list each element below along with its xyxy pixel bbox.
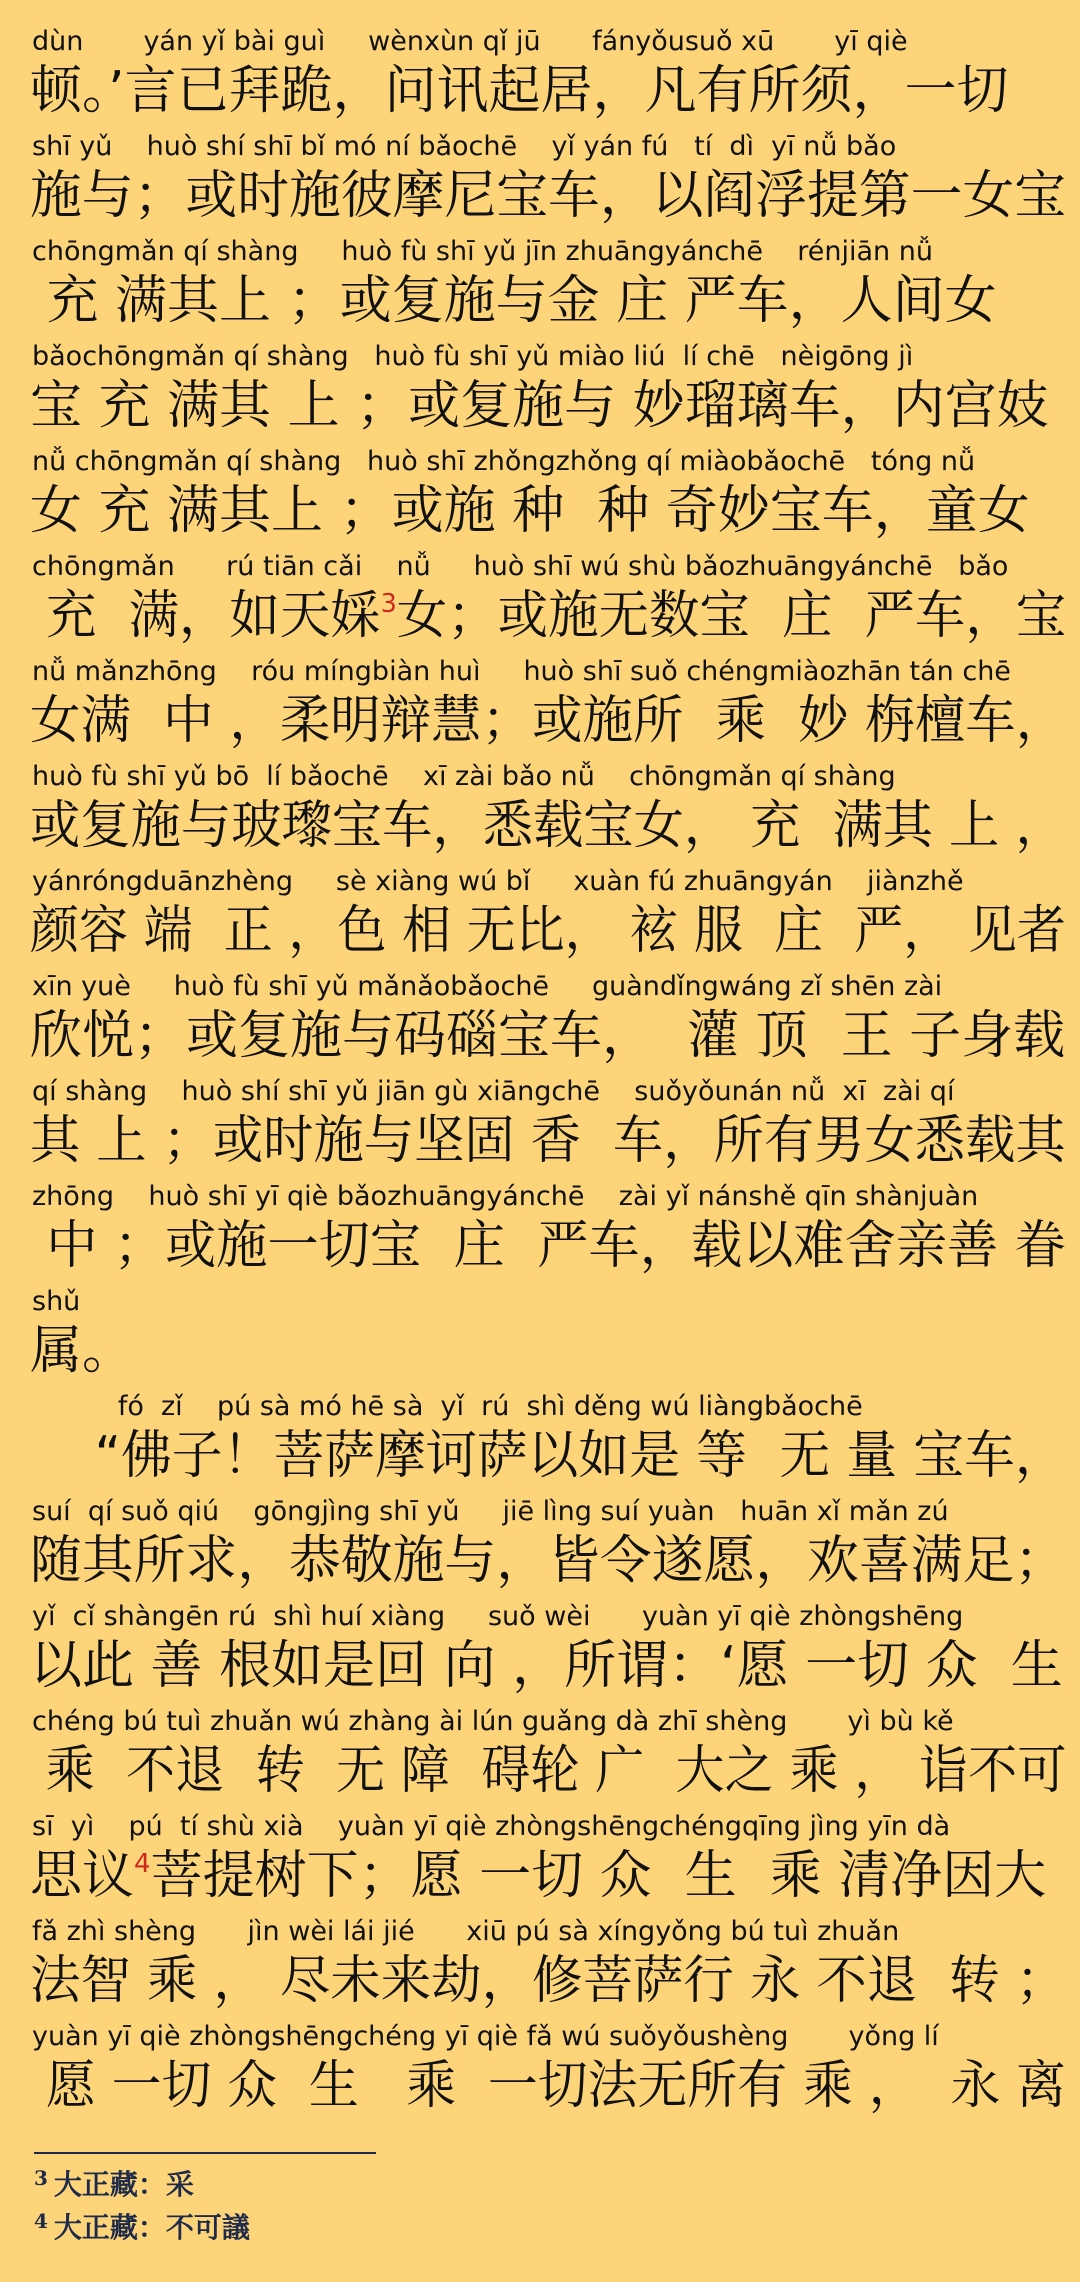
hanzi-text: 女满 中 ，柔明辩慧；或施所 乘 妙 栴檀车， — [30, 691, 1067, 751]
pinyin-line: nǚ chōngmǎn qí shàng huò shī zhǒngzhǒng qí miàobǎochē tóng nǚ — [32, 446, 976, 477]
hanzi-text-after: 菩提树下；愿 一切 众 生 乘 清净因大 — [150, 1846, 1047, 1906]
pinyin-line: zhōng huò shī yī qiè bǎozhuāngyánchē zài yǐ nánshě qīn shànjuàn — [32, 1181, 979, 1212]
text-line — [0, 971, 1080, 1071]
text-line — [0, 1286, 1080, 1386]
hanzi-text-after: 女；或施无数宝 庄 严车，宝 — [396, 586, 1067, 646]
text-line — [0, 1181, 1080, 1281]
hanzi-line — [30, 1004, 1065, 1068]
text-line — [0, 551, 1080, 651]
pinyin-line: chéng bú tuì zhuǎn wú zhàng ài lún guǎng dà zhī shèng yì bù kě — [32, 1706, 954, 1737]
hanzi-line — [30, 164, 1066, 228]
hanzi-text: 顿。’言已拜跪，问讯起居，凡有所须，一切 — [30, 61, 1009, 121]
text-line — [0, 1391, 1080, 1491]
hanzi-text: 思议 — [30, 1846, 135, 1906]
hanzi-text: 宝 充 满其 上 ；或复施与 妙瑠璃车，内宫妓 — [30, 376, 1049, 436]
text-line — [0, 2021, 1080, 2121]
footnote-number: 4 — [34, 2209, 48, 2233]
pinyin-line: suí qí suǒ qiú gōngjìng shī yǔ jiē lìng suí yuàn huān xǐ mǎn zú — [32, 1496, 949, 1527]
hanzi-line — [30, 794, 1066, 858]
hanzi-line — [30, 479, 1030, 543]
pinyin-line: yuàn yī qiè zhòngshēngchéng yī qiè fǎ wú suǒyǒushèng yǒng lí — [32, 2021, 939, 2052]
text-line — [0, 1916, 1080, 2016]
footnote-ref-4[interactable]: 4 — [134, 1849, 151, 1879]
hanzi-line — [30, 1424, 1066, 1488]
pinyin-line: chōngmǎn qí shàng huò fù shī yǔ jīn zhuāngyánchē rénjiān nǚ — [32, 236, 933, 267]
hanzi-text: 或复施与玻瓈宝车，悉载宝女， 充 满其 上 ， — [30, 796, 1066, 856]
text-line — [0, 1706, 1080, 1806]
hanzi-text: 施与；或时施彼摩尼宝车，以阎浮提第一女宝 — [30, 166, 1067, 226]
text-line — [0, 656, 1080, 756]
pinyin-line: huò fù shī yǔ bō lí bǎochē xī zài bǎo nǚ chōngmǎn qí shàng — [32, 761, 896, 792]
hanzi-text: 中 ；或施一切宝 庄 严车，载以难舍亲善 眷 — [30, 1216, 1066, 1276]
footnote-text: 大正藏：采 — [53, 2168, 194, 2201]
hanzi-line — [30, 584, 1066, 648]
pinyin-line: shǔ — [32, 1286, 81, 1317]
text-line — [0, 761, 1080, 861]
footnote-divider — [34, 2152, 376, 2154]
hanzi-text: 愿 一切 众 生 乘 一切法无所有 乘 ， 永 离 — [30, 2056, 1066, 2116]
pinyin-line: yǐ cǐ shàngēn rú shì huí xiàng suǒ wèi yuàn yī qiè zhòngshēng — [32, 1601, 964, 1632]
hanzi-line — [30, 1214, 1066, 1278]
hanzi-line — [30, 59, 1009, 123]
hanzi-line — [30, 1739, 1067, 1803]
text-line — [0, 131, 1080, 231]
text-line — [0, 341, 1080, 441]
hanzi-line — [30, 1109, 1066, 1173]
hanzi-text: 随其所求，恭敬施与，皆令遂愿，欢喜满足； — [30, 1531, 1067, 1591]
footnote — [34, 2165, 194, 2205]
hanzi-text: 充 满，如天婇 — [30, 586, 381, 646]
hanzi-line — [30, 1319, 134, 1383]
hanzi-line — [30, 899, 1066, 963]
hanzi-text: “佛子！菩萨摩诃萨以如是 等 无 量 宝车， — [30, 1426, 1066, 1486]
text-line — [0, 236, 1080, 336]
text-line — [0, 1811, 1080, 1911]
hanzi-line — [30, 689, 1066, 753]
hanzi-text: 充 满其上 ；或复施与金 庄 严车，人间女 — [30, 271, 997, 331]
text-line — [0, 1496, 1080, 1596]
hanzi-line — [30, 374, 1049, 438]
text-line — [0, 26, 1080, 126]
footnote-ref-3[interactable]: 3 — [380, 589, 397, 619]
pinyin-line: chōngmǎn rú tiān cǎi nǚ huò shī wú shù bǎozhuāngyánchē bǎo — [32, 551, 1009, 582]
pinyin-line: yánróngduānzhèng sè xiàng wú bǐ xuàn fú zhuāngyán jiànzhě — [32, 866, 964, 897]
footnote-number: 3 — [34, 2166, 48, 2190]
hanzi-line — [30, 1529, 1066, 1593]
footnote-text: 大正藏：不可議 — [53, 2211, 250, 2244]
hanzi-text: 欣悦；或复施与码碯宝车， 灌 顶 王 子身载 — [30, 1006, 1066, 1066]
hanzi-line — [30, 1844, 1046, 1908]
hanzi-text: 女 充 满其上 ；或施 种 种 奇妙宝车，童女 — [30, 481, 1030, 541]
text-line — [0, 1076, 1080, 1176]
text-line — [0, 866, 1080, 966]
hanzi-text: 其 上 ；或时施与坚固 香 车，所有男女悉载其 — [30, 1111, 1066, 1171]
pinyin-line: qí shàng huò shí shī yǔ jiān gù xiāngchē suǒyǒunán nǚ xī zài qí — [32, 1076, 955, 1107]
hanzi-text: 颜容 端 正 ，色 相 无比， 袨 服 庄 严， 见者 — [30, 901, 1066, 961]
text-line — [0, 1601, 1080, 1701]
hanzi-text: 乘 不退 转 无 障 碍轮 广 大之 乘 ， 诣不可 — [30, 1741, 1067, 1801]
hanzi-text: 属。 — [30, 1321, 135, 1381]
pinyin-line: dùn yán yǐ bài guì wènxùn qǐ jū fányǒusuǒ xū yī qiè — [32, 26, 908, 57]
pinyin-line: xīn yuè huò fù shī yǔ mǎnǎobǎochē guàndǐngwáng zǐ shēn zài — [32, 971, 943, 1002]
hanzi-text: 法智 乘 ， 尽未来劫，修菩萨行 永 不退 转 ； — [30, 1951, 1067, 2011]
hanzi-line — [30, 2054, 1066, 2118]
pinyin-line: nǚ mǎnzhōng róu míngbiàn huì huò shī suǒ chéngmiàozhān tán chē — [32, 656, 1011, 687]
pinyin-line: fǎ zhì shèng jìn wèi lái jié xiū pú sà xíngyǒng bú tuì zhuǎn — [32, 1916, 900, 1947]
pinyin-line: bǎochōngmǎn qí shàng huò fù shī yǔ miào liú lí chē nèigōng jì — [32, 341, 914, 372]
hanzi-text: 以此 善 根如是回 向 ，所谓：‘愿 一切 众 生 — [30, 1636, 1063, 1696]
pinyin-line: sī yì pú tí shù xià yuàn yī qiè zhòngshēngchéngqīng jìng yīn dà — [32, 1811, 951, 1842]
hanzi-line — [30, 1634, 1063, 1698]
pinyin-line: fó zǐ pú sà mó hē sà yǐ rú shì děng wú liàngbǎochē — [32, 1391, 863, 1422]
hanzi-line — [30, 1949, 1066, 2013]
pinyin-line: shī yǔ huò shí shī bǐ mó ní bǎochē yǐ yán fú tí dì yī nǚ bǎo — [32, 131, 897, 162]
footnote — [34, 2208, 250, 2248]
text-line — [0, 446, 1080, 546]
hanzi-line — [30, 269, 997, 333]
